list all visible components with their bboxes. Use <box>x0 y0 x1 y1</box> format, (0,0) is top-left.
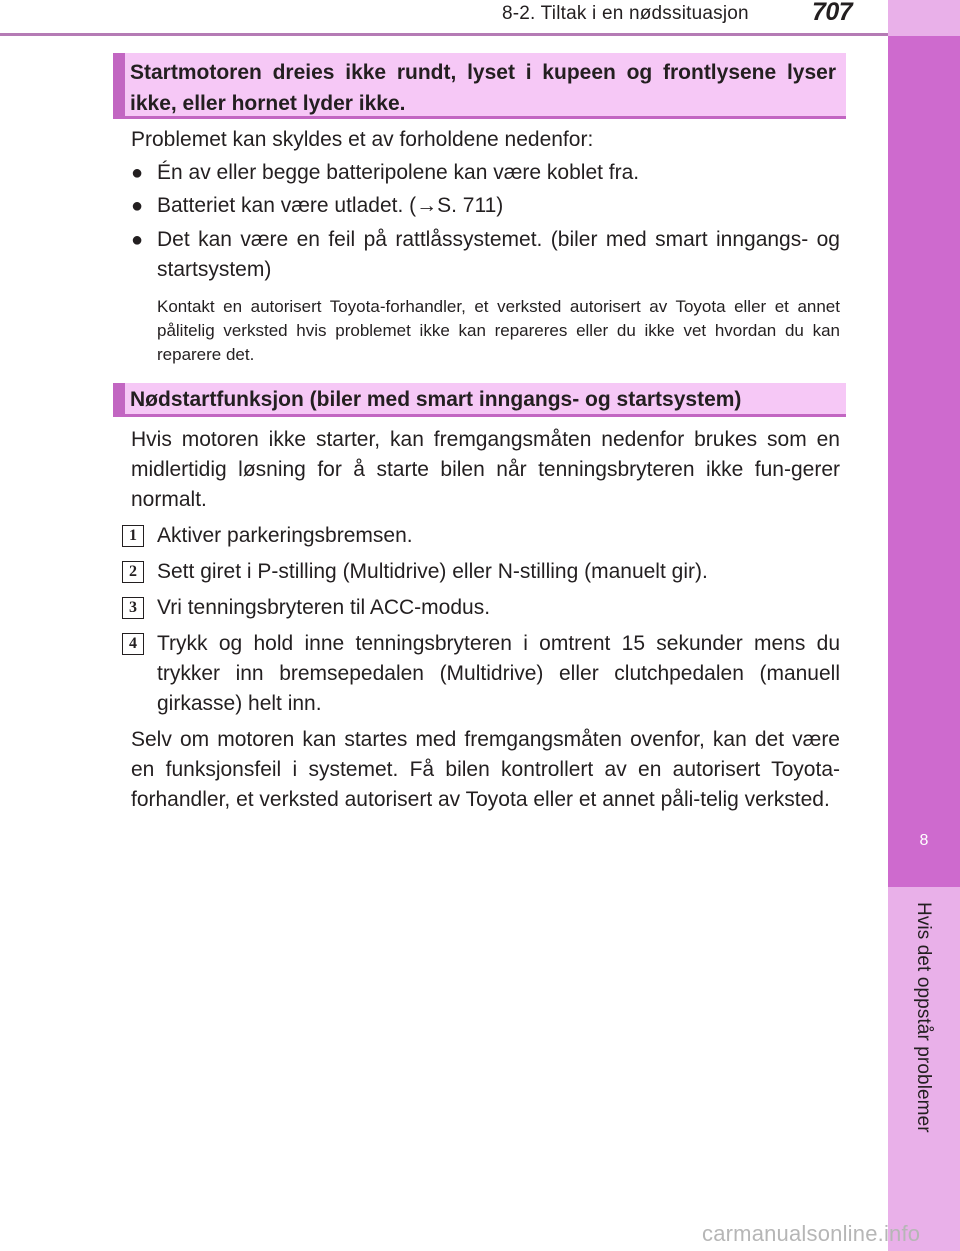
section1-note: Kontakt en autorisert Toyota-forhandler, et verksted autorisert av Toyota eller et annet pålitelig verksted hvis problemet ikke kan repareres eller du ikke vet hvordan du kan reparere det. <box>157 297 840 364</box>
section2-intro: Hvis motoren ikke starter, kan fremgangsmåten nedenfor brukes som en midlertidig løsning for å starte bilen når tenningsbryteren ikke fun-gerer normalt. <box>131 428 840 511</box>
page-number: 707 <box>812 0 853 26</box>
step-item <box>122 629 840 719</box>
step-number-badge: 1 <box>122 525 144 547</box>
bullet-item <box>131 191 840 221</box>
chapter-number: 8 <box>919 832 929 849</box>
chapter-title: Hvis det oppstår problemer <box>913 902 934 1133</box>
bullet-icon: ● <box>131 162 144 184</box>
bullet-text: Én av eller begge batteripolene kan være koblet fra. <box>157 161 640 184</box>
section-heading-starter: Startmotoren dreies ikke rundt, lyset i kupeen og frontlysene lyser ikke, eller hornet lyder ikke. <box>113 53 846 119</box>
step-text: Trykk og hold inne tenningsbryteren i omtrent 15 sekunder mens du trykker inn bremsepedalen (Multidrive) eller clutchpedalen (manuell girkasse) helt inn. <box>157 632 840 715</box>
bullet-icon: ● <box>131 229 144 251</box>
chapter-side-tab[interactable] <box>888 0 960 1251</box>
step-item <box>122 557 840 587</box>
step-item <box>122 593 840 623</box>
header-section-title: 8-2. Tiltak i en nødssituasjon <box>502 3 749 24</box>
header-rule <box>0 33 888 36</box>
chapter-tab-active <box>888 36 960 887</box>
step-text: Aktiver parkeringsbremsen. <box>157 524 413 547</box>
bullet-item <box>131 158 840 188</box>
watermark: carmanualsonline.info <box>702 1221 921 1246</box>
step-item <box>122 521 840 551</box>
step-number-badge: 4 <box>122 633 144 655</box>
section2-closing: Selv om motoren kan startes med fremgangsmåten ovenfor, kan det være en funksjonsfeil i systemet. Få bilen kontrollert av en autorisert Toyota-forhandler, et verksted autorisert av Toyota eller et annet påli-telig verksted. <box>131 728 840 811</box>
bullet-text: Det kan være en feil på rattlåssystemet. (biler med smart inngangs- og startsystem) <box>157 228 840 281</box>
bullet-icon: ● <box>131 195 144 217</box>
bullet-item <box>131 225 840 285</box>
step-text: Sett giret i P-stilling (Multidrive) eller N-stilling (manuelt gir). <box>157 560 708 583</box>
step-number-badge: 2 <box>122 561 144 583</box>
section1-intro: Problemet kan skyldes et av forholdene nedenfor: <box>131 128 594 151</box>
step-number-badge: 3 <box>122 597 144 619</box>
bullet-text: Batteriet kan være utladet. (→S. 711) <box>157 194 504 217</box>
section-heading-emergency-start: Nødstartfunksjon (biler med smart inngangs- og startsystem) <box>113 383 846 417</box>
step-text: Vri tenningsbryteren til ACC-modus. <box>157 596 491 619</box>
